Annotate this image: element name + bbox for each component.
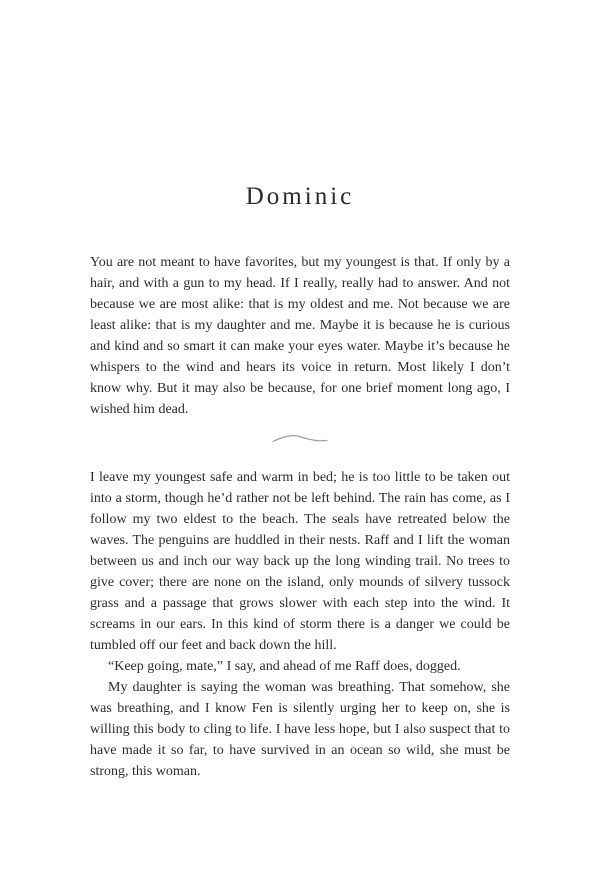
paragraph: You are not meant to have favorites, but my youngest is that. If only by a hair, and with a gun to my head. If I really, really had to answer. And not because we are most alike: that is my oldest and me. Not because we are least alike: that is my daughter and me. Maybe it is because he is curious and kind and so smart it can make your eyes water. Maybe it’s because he whispers to the wind and hears its voice in return. Most likely I don’t know why. But it may also be because, for one brief moment long ago, I wished him dead. — [90, 255, 510, 417]
section-divider — [0, 428, 600, 448]
wave-ornament-icon — [271, 432, 329, 444]
section-1 — [90, 252, 510, 420]
paragraph: I leave my youngest safe and warm in bed; he is too little to be taken out into a storm, though he’d rather not be left behind. The rain has come, as I follow my two eldest to the beach. The seals have retreated below the waves. The penguins are huddled in their nests. Raff and I lift the woman between us and inch our way back up the long winding trail. No trees to give cover; there are none on the island, only mounds of silvery tussock grass and a passage that grows slower with each step into the wind. It screams in our ears. In this kind of storm there is a danger we could be tumbled off our feet and back down the hill. — [90, 470, 510, 653]
chapter-title: Dominic — [245, 182, 355, 210]
paragraph: My daughter is saying the woman was breathing. That somehow, she was breathing, and I know Fen is silently urging her to keep on, she is willing this body to cling to life. I have less hope, but I also suspect that to have made it so far, to have survived in an ocean so wild, she must be strong, this woman. — [90, 680, 510, 779]
section-2 — [90, 467, 510, 782]
paragraph-dialogue: “Keep going, mate,” I say, and ahead of me Raff does, dogged. — [108, 659, 461, 674]
